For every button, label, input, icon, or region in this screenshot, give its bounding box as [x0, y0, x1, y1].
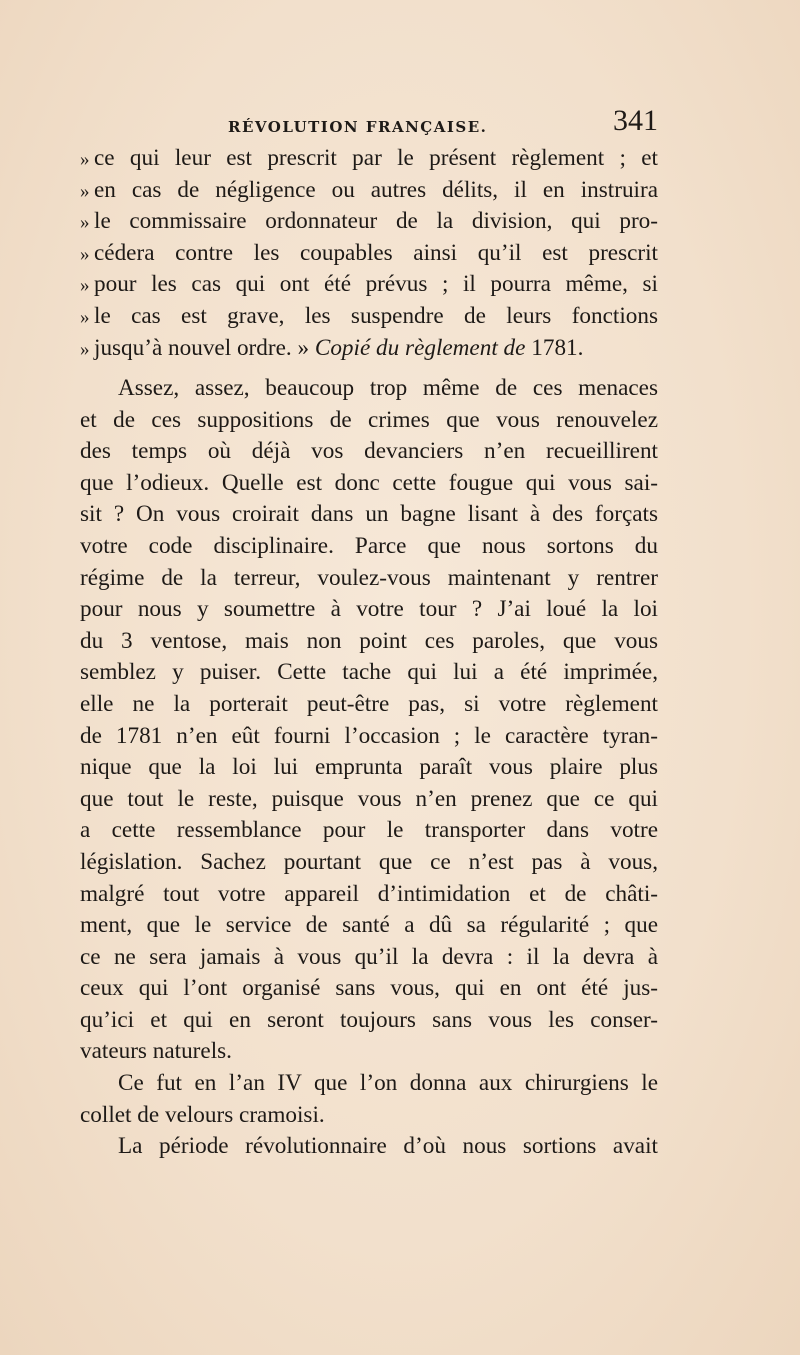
- citation: Copié du règlement de: [314, 334, 526, 361]
- text-line: La période révolutionnaire d’où nous sortions avait: [118, 1133, 658, 1160]
- quote-final-line: » jusqu’à nouvel ordre. » Copié du règlement de 1781.: [80, 334, 584, 361]
- text-line: que l’odieux. Quelle est donc cette fougue qui vous sai-: [80, 469, 658, 496]
- paragraph-3: [80, 1131, 658, 1163]
- text-line: sit ? On vous croirait dans un bagne lisant à des forçats: [80, 501, 658, 528]
- text-line: du 3 ventose, mais non point ces paroles, que vous: [80, 627, 658, 654]
- page-number: 341: [613, 104, 658, 137]
- main-text: [80, 373, 658, 1163]
- text-line: nique que la loi lui emprunta paraît vous plaire plus: [80, 754, 658, 781]
- text-line: votre code disciplinaire. Parce que nous sortons du: [80, 532, 658, 559]
- citation-year: 1781.: [531, 334, 584, 361]
- text-line: ment, que le service de santé a dû sa régularité ; que: [80, 912, 658, 939]
- paragraph-2: [80, 1068, 658, 1131]
- text-line: et de ces suppositions de crimes que vous renouvelez: [80, 406, 658, 433]
- paragraph-1: [80, 373, 658, 1068]
- quoted-regulation: [80, 143, 658, 364]
- text-line: vateurs naturels.: [80, 1038, 232, 1065]
- quote-line: » le commissaire ordonnateur de la division, qui pro-: [80, 208, 658, 235]
- text-line: Assez, assez, beaucoup trop même de ces menaces: [118, 375, 658, 401]
- text-line: que tout le reste, puisque vous n’en prenez que ce qui: [80, 785, 658, 812]
- text-line: des temps où déjà vos devanciers n’en recueillirent: [80, 438, 658, 465]
- quote-line: » le cas est grave, les suspendre de leurs fonctions: [80, 302, 658, 329]
- running-title: RÉVOLUTION FRANÇAISE.: [228, 118, 488, 136]
- text-line: semblez y puiser. Cette tache qui lui a été imprimée,: [80, 659, 658, 686]
- text-line: législation. Sachez pourtant que ce n’est pas à vous,: [80, 848, 658, 875]
- text-line: de 1781 n’en eût fourni l’occasion ; le caractère tyran-: [80, 722, 658, 749]
- quote-line: » en cas de négligence ou autres délits, il en instruira: [80, 176, 658, 203]
- text-line: qu’ici et qui en seront toujours sans vous les conser-: [80, 1006, 658, 1033]
- quote-line: » ce qui leur est prescrit par le présent règlement ; et: [80, 145, 658, 171]
- text-line: malgré tout votre appareil d’intimidation et de châti-: [80, 880, 658, 907]
- quote-line: » cédera contre les coupables ainsi qu’il est prescrit: [80, 239, 658, 266]
- text-line: elle ne la porterait peut-être pas, si votre règlement: [80, 690, 658, 717]
- quote-line: » pour les cas qui ont été prévus ; il pourra même, si: [80, 271, 658, 298]
- page-header: [228, 104, 658, 142]
- text-line: Ce fut en l’an IV que l’on donna aux chirurgiens le: [118, 1070, 658, 1097]
- text-line: régime de la terreur, voulez-vous maintenant y rentrer: [80, 564, 658, 591]
- text-line: ceux qui l’ont organisé sans vous, qui en ont été jus-: [80, 975, 658, 1002]
- text-line: pour nous y soumettre à votre tour ? J’ai loué la loi: [80, 596, 658, 623]
- text-line: collet de velours cramoisi.: [80, 1101, 325, 1128]
- text-line: a cette ressemblance pour le transporter dans votre: [80, 817, 658, 844]
- text-line: ce ne sera jamais à vous qu’il la devra : il la devra à: [80, 943, 658, 970]
